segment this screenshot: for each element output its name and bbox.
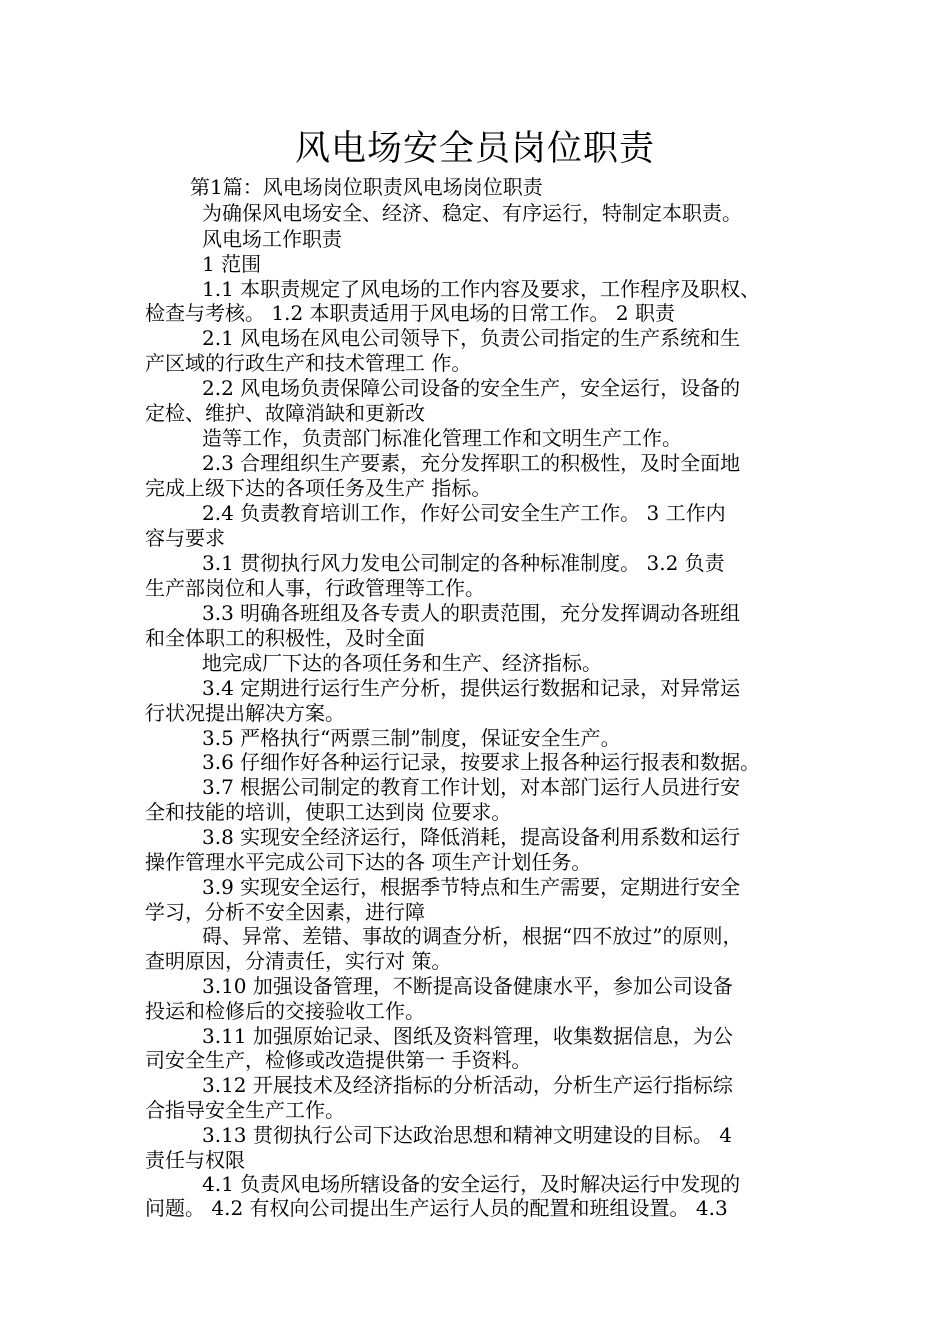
- text-line: 3.3 明确各班组及各专责人的职责范围，充分发挥调动各班组: [202, 601, 741, 625]
- text-line: 产区域的行政生产和技术管理工 作。: [145, 351, 472, 375]
- text-line: 定检、维护、故障消缺和更新改: [145, 401, 425, 425]
- text-line: 检查与考核。 1.2 本职责适用于风电场的日常工作。 2 职责: [145, 301, 675, 325]
- text-line: 完成上级下达的各项任务及生产 指标。: [145, 476, 492, 500]
- text-line: 投运和检修后的交接验收工作。: [145, 999, 425, 1023]
- text-line: 造等工作，负责部门标准化管理工作和文明生产工作。: [202, 426, 682, 450]
- text-line: 1.1 本职责规定了风电场的工作内容及要求，工作程序及职权、: [202, 277, 761, 301]
- text-line: 容与要求: [145, 526, 225, 550]
- text-line: 风电场工作职责: [202, 227, 342, 251]
- text-line: 全和技能的培训，使职工达到岗 位要求。: [145, 800, 512, 824]
- text-line: 地完成厂下达的各项任务和生产、经济指标。: [202, 651, 602, 675]
- text-line: 3.5 严格执行“两票三制”制度，保证安全生产。: [202, 726, 621, 750]
- text-line: 3.7 根据公司制定的教育工作计划，对本部门运行人员进行安: [202, 775, 741, 799]
- text-line: 3.11 加强原始记录、图纸及资料管理，收集数据信息，为公: [202, 1024, 733, 1048]
- text-line: 3.8 实现安全经济运行，降低消耗，提高设备利用系数和运行: [202, 825, 741, 849]
- text-line: 2.4 负责教育培训工作，作好公司安全生产工作。 3 工作内: [202, 501, 726, 525]
- text-line: 操作管理水平完成公司下达的各 项生产计划任务。: [145, 850, 592, 874]
- text-line: 责任与权限: [145, 1148, 245, 1172]
- text-line: 1 范围: [202, 252, 262, 276]
- text-line: 3.13 贯彻执行公司下达政治思想和精神文明建设的目标。 4: [202, 1123, 732, 1147]
- text-line: 3.4 定期进行运行生产分析，提供运行数据和记录，对异常运: [202, 676, 741, 700]
- text-line: 4.1 负责风电场所辖设备的安全运行，及时解决运行中发现的: [202, 1172, 741, 1196]
- text-line: 司安全生产，检修或改造提供第一 手资料。: [145, 1048, 532, 1072]
- text-line: 和全体职工的积极性，及时全面: [145, 626, 425, 650]
- text-line: 碍、异常、差错、事故的调查分析，根据“四不放过”的原则，: [202, 924, 743, 948]
- text-line: 3.6 仔细作好各种运行记录，按要求上报各种运行报表和数据。: [202, 750, 761, 774]
- text-line: 行状况提出解决方案。: [145, 701, 345, 725]
- text-line: 学习，分析不安全因素，进行障: [145, 900, 425, 924]
- document-title: 风电场安全员岗位职责: [294, 129, 655, 169]
- text-line: 查明原因，分清责任，实行对 策。: [145, 949, 452, 973]
- text-line: 3.9 实现安全运行，根据季节特点和生产需要，定期进行安全: [202, 875, 741, 899]
- text-line: 2.1 风电场在风电公司领导下，负责公司指定的生产系统和生: [202, 326, 741, 350]
- text-line: 第1篇：风电场岗位职责风电场岗位职责: [190, 175, 543, 199]
- text-line: 问题。 4.2 有权向公司提出生产运行人员的配置和班组设置。 4.3: [145, 1196, 728, 1220]
- text-line: 3.12 开展技术及经济指标的分析活动，分析生产运行指标综: [202, 1073, 733, 1097]
- text-line: 3.1 贯彻执行风力发电公司制定的各种标准制度。 3.2 负责: [202, 551, 725, 575]
- text-line: 合指导安全生产工作。: [145, 1098, 345, 1122]
- text-line: 2.2 风电场负责保障公司设备的安全生产，安全运行，设备的: [202, 376, 741, 400]
- text-line: 3.10 加强设备管理，不断提高设备健康水平，参加公司设备: [202, 974, 733, 998]
- text-line: 生产部岗位和人事，行政管理等工作。: [145, 576, 485, 600]
- text-line: 为确保风电场安全、经济、稳定、有序运行，特制定本职责。: [202, 201, 742, 225]
- text-line: 2.3 合理组织生产要素，充分发挥职工的积极性，及时全面地: [202, 451, 741, 475]
